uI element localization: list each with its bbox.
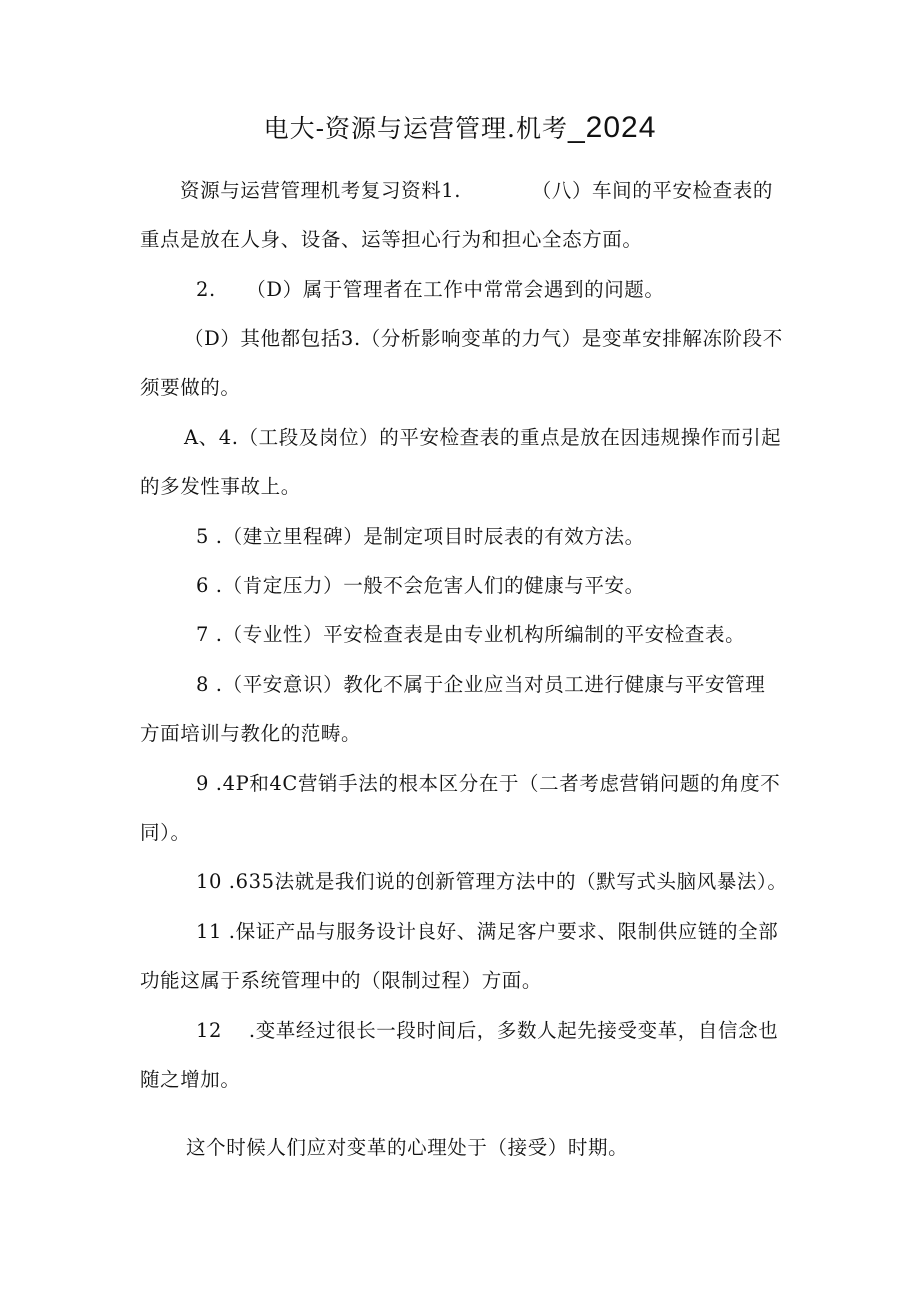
title-main: 电大-资源与运营管理.机考 bbox=[263, 114, 568, 143]
paragraph-line: 6 .（肯定压力）一般不会危害人们的健康与平安。 bbox=[196, 574, 645, 597]
title-year: _2024 bbox=[567, 111, 657, 144]
paragraph-line: 方面培训与教化的范畴。 bbox=[140, 722, 362, 745]
paragraph-line: 须要做的。 bbox=[140, 376, 241, 399]
paragraph-line: 的多发性事故上。 bbox=[140, 475, 301, 498]
paragraph-line: 资源与运营管理机考复习资料1. （八）车间的平安检查表的 bbox=[180, 179, 773, 202]
paragraph-line: A、4.（工段及岗位）的平安检查表的重点是放在因违规操作而引起 bbox=[184, 426, 782, 449]
paragraph-line: 随之增加。 bbox=[140, 1068, 241, 1091]
paragraph-line: 这个时候人们应对变革的心理处于（接受）时期。 bbox=[186, 1136, 629, 1159]
paragraph-line: （D）其他都包括3.（分析影响变革的力气）是变革安排解冻阶段不 bbox=[184, 327, 783, 350]
paragraph-line: 8 .（平安意识）教化不属于企业应当对员工进行健康与平安管理 bbox=[196, 673, 766, 696]
paragraph-line: 功能这属于系统管理中的（限制过程）方面。 bbox=[140, 969, 543, 992]
paragraph-line: 10 .635法就是我们说的创新管理方法中的（默写式头脑风暴法）。 bbox=[196, 870, 788, 893]
paragraph-line: 重点是放在人身、设备、运等担心行为和担心全态方面。 bbox=[140, 228, 643, 251]
paragraph-line: 9 .4P和4C营销手法的根本区分在于（二者考虑营销问题的角度不 bbox=[196, 772, 781, 795]
paragraph-line: 7 .（专业性）平安检查表是由专业机构所编制的平安检查表。 bbox=[196, 623, 746, 646]
paragraph-line: 5 .（建立里程碑）是制定项目时辰表的有效方法。 bbox=[196, 525, 645, 548]
document-title bbox=[0, 108, 920, 149]
paragraph-line: 11 .保证产品与服务设计良好、满足客户要求、限制供应链的全部 bbox=[196, 920, 779, 943]
paragraph-line: 同）。 bbox=[140, 821, 191, 844]
paragraph-line: 2. （D）属于管理者在工作中常常会遇到的问题。 bbox=[196, 278, 665, 301]
paragraph-line: 12 .变革经过很长一段时间后，多数人起先接受变革，自信念也 bbox=[196, 1019, 779, 1042]
